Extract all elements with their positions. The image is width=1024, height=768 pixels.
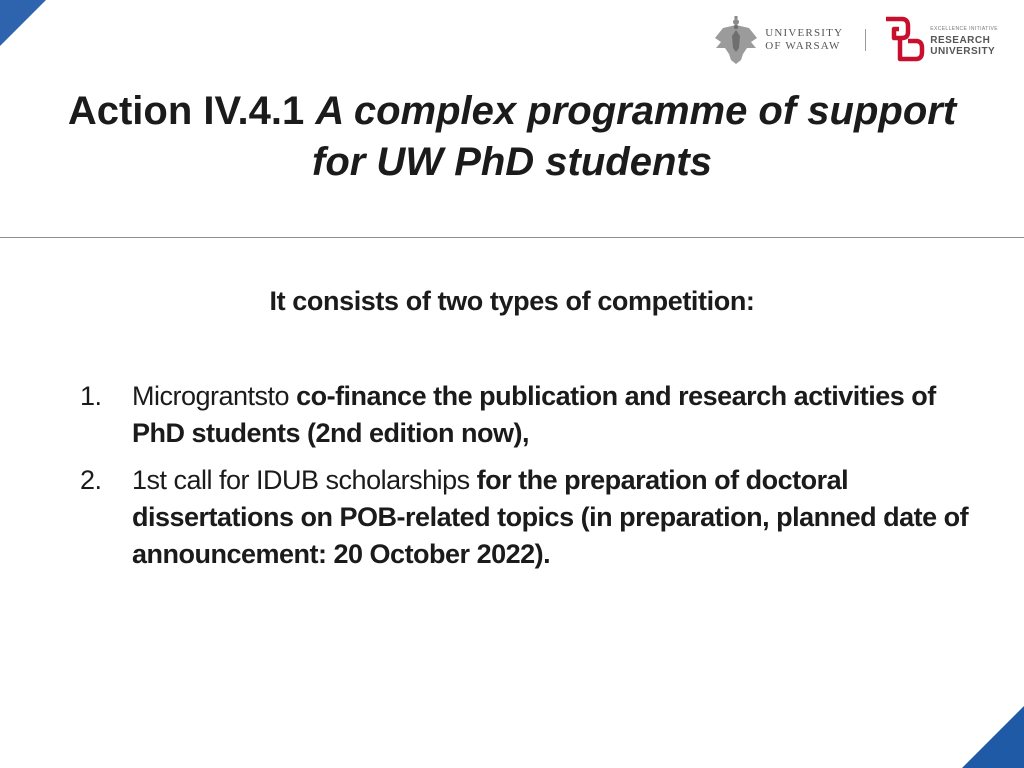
title-prefix: Action IV.4.1 [67,89,305,133]
list-item-rest: for the preparation of doctoral dissertations on POB-related topics (in preparation, planned date of announcement: 20 October 2022). [132,465,969,569]
research-university-logo [882,16,998,64]
idub-line1: RESEARCH [930,34,991,46]
idub-line2: UNIVERSITY [930,45,996,57]
list-item-rest: co-finance the publication and research activities of PhD students (2nd edition now), [132,381,936,448]
corner-decoration-top-left [0,0,46,46]
idub-emblem-icon [882,16,926,64]
uw-logo-text [765,27,843,53]
title-italic: A complex programme of support for UW PhD students [312,89,957,184]
eagle-emblem-icon [713,14,759,66]
title-divider [0,237,1024,238]
competition-list [80,378,980,583]
list-item [80,462,980,573]
list-item-lead: Micrograntsto [132,381,290,411]
uw-logo-line1: UNIVERSITY [765,27,844,39]
subtitle: It consists of two types of competition: [269,286,755,316]
idub-small-line: EXCELLENCE INITIATIVE [930,25,998,32]
header-logos [713,12,998,68]
research-university-text [930,24,998,57]
logo-divider [865,29,866,51]
uw-logo-line2: OF WARSAW [765,40,841,52]
slide-title [40,86,984,188]
list-number: 2. [80,465,102,495]
list-item-lead: 1st call for IDUB scholarships [132,465,470,495]
university-of-warsaw-logo [713,14,843,66]
corner-decoration-bottom-right [962,706,1024,768]
list-item [80,378,980,452]
list-number: 1. [80,381,102,411]
